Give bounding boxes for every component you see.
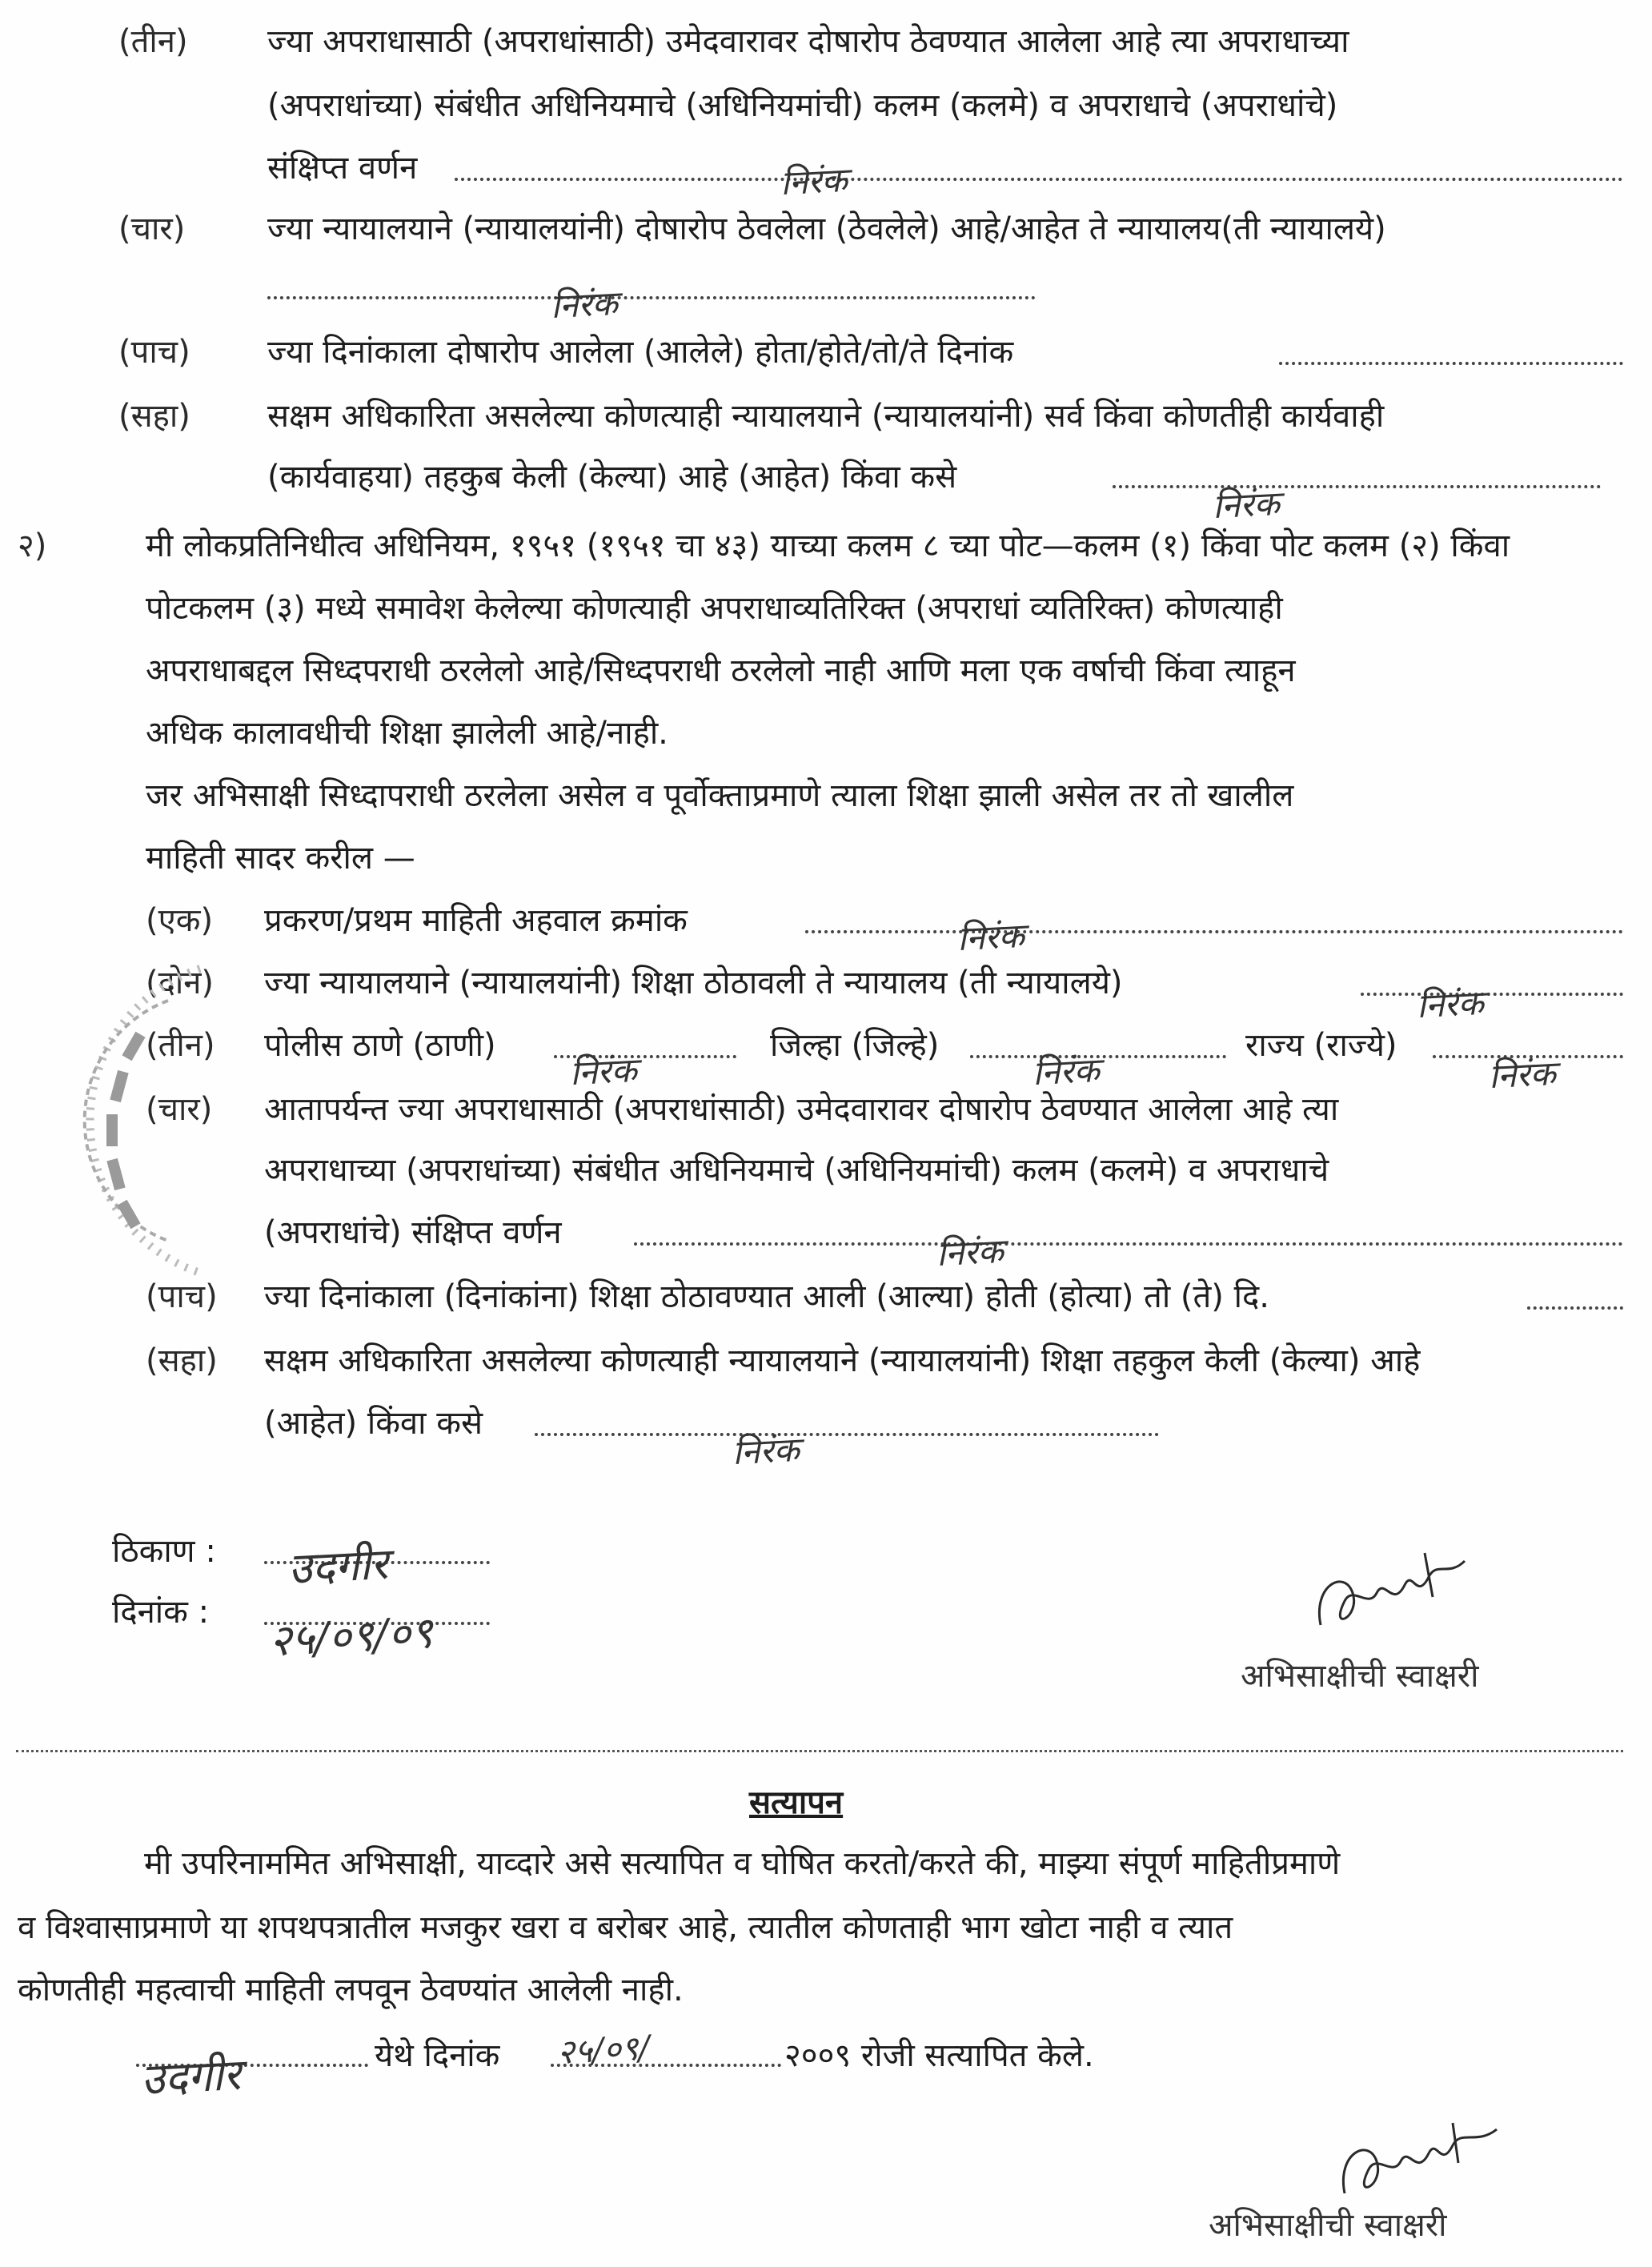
section2-number: २) bbox=[18, 528, 47, 564]
deponent-signature-1 bbox=[1297, 1537, 1473, 1649]
verification-here-date-text: येथे दिनांक bbox=[375, 2037, 500, 2074]
s2-item2-fill-line bbox=[1361, 993, 1623, 996]
item3-handwritten-fill: निरंक bbox=[779, 159, 848, 203]
item5-fill-line bbox=[1279, 362, 1623, 365]
s2-item1-text: प्रकरण/प्रथम माहिती अहवाल क्रमांक bbox=[264, 902, 688, 939]
deponent-signature-2 bbox=[1321, 2113, 1505, 2209]
date-label: दिनांक : bbox=[112, 1594, 210, 1631]
verification-date-handwritten: २५/०९/ bbox=[555, 2028, 651, 2072]
item4-fill-line bbox=[267, 296, 1036, 299]
section2-note-line1: जर अभिसाक्षी सिध्दापराधी ठरलेला असेल व पूर्वोक्ताप्रमाणे त्याला शिक्षा झाली असेल तर तो खालील bbox=[146, 777, 1294, 814]
item4-line1: ज्या न्यायालयाने (न्यायालयांनी) दोषारोप ठेवलेला (ठेवलेले) आहे/आहेत ते न्यायालय(ती न्यायालये) bbox=[267, 211, 1386, 247]
section-divider bbox=[16, 1750, 1623, 1752]
s2-item3-district-handwritten: निरंक bbox=[1031, 1049, 1101, 1093]
s2-item4-line3: (अपराधांचे) संक्षिप्त वर्णन bbox=[264, 1214, 562, 1251]
s2-item3-district: जिल्हा (जिल्हे) bbox=[770, 1027, 940, 1064]
s2-item1-label: (एक) bbox=[146, 902, 214, 939]
s2-item6-line2: (आहेत) किंवा कसे bbox=[264, 1405, 483, 1442]
verification-place-handwritten: उदगीर bbox=[139, 2048, 243, 2105]
s2-item2-label: (दोन) bbox=[146, 965, 215, 1001]
item6-handwritten-fill: निरंक bbox=[1211, 483, 1281, 527]
place-handwritten: उदगीर bbox=[287, 1538, 390, 1595]
item5-line1: ज्या दिनांकाला दोषारोप आलेला (आलेले) होता/होते/तो/ते दिनांक bbox=[267, 334, 1014, 371]
item3-fill-line bbox=[455, 178, 1623, 181]
s2-item2-text: ज्या न्यायालयाने (न्यायालयांनी) शिक्षा ठोठावली ते न्यायालय (ती न्यायालये) bbox=[264, 965, 1123, 1001]
verification-title: सत्यापन bbox=[749, 1784, 844, 1821]
signature-caption-2: अभिसाक्षीची स्वाक्षरी bbox=[1209, 2207, 1447, 2244]
s2-item6-fill-line bbox=[535, 1433, 1159, 1436]
item3-label: (तीन) bbox=[118, 23, 188, 60]
place-label: ठिकाण : bbox=[112, 1533, 216, 1570]
item6-line1: सक्षम अधिकारिता असलेल्या कोणत्याही न्यायालयाने (न्यायालयांनी) सर्व किंवा कोणतीही कार्यवाही bbox=[267, 398, 1385, 435]
s2-item6-handwritten-fill: निरंक bbox=[731, 1429, 800, 1473]
s2-item4-line1: आतापर्यन्त ज्या अपराधासाठी (अपराधांसाठी) उमेदवारावर दोषारोप ठेवण्यात आलेला आहे त्या bbox=[264, 1091, 1339, 1128]
section2-para-line4: अधिक कालावधीची शिक्षा झालेली आहे/नाही. bbox=[146, 715, 668, 752]
section2-para-line2: पोटकलम (३) मध्ये समावेश केलेल्या कोणत्याही अपराधाव्यतिरिक्त (अपराधां व्यतिरिक्त) कोणत्याही bbox=[146, 590, 1283, 627]
s2-item1-fill-line bbox=[805, 930, 1623, 933]
s2-item4-handwritten-fill: निरंक bbox=[935, 1230, 1004, 1274]
signature-caption-1: अभिसाक्षीची स्वाक्षरी bbox=[1241, 1658, 1479, 1695]
verification-line3: कोणतीही महत्वाची माहिती लपवून ठेवण्यांत आलेली नाही. bbox=[18, 1972, 684, 2008]
item6-label: (सहा) bbox=[118, 398, 190, 435]
s2-item6-label: (सहा) bbox=[146, 1342, 218, 1379]
s2-item5-text: ज्या दिनांकाला (दिनांकांना) शिक्षा ठोठावण्यात आली (आल्या) होती (होत्या) तो (ते) दि. bbox=[264, 1278, 1269, 1315]
verification-line2: व विश्वासाप्रमाणे या शपथपत्रातील मजकुर खरा व बरोबर आहे, त्यातील कोणताही भाग खोटा नाही व त्यात bbox=[18, 1909, 1233, 1946]
s2-item4-line2: अपराधाच्या (अपराधांच्या) संबंधीत अधिनियमाचे (अधिनियमांची) कलम (कलमे) व अपराधाचे bbox=[264, 1152, 1329, 1189]
s2-item3-label: (तीन) bbox=[146, 1027, 215, 1064]
s2-item5-label: (पाच) bbox=[146, 1278, 218, 1315]
item4-label: (चार) bbox=[118, 211, 186, 247]
item3-line1: ज्या अपराधासाठी (अपराधांसाठी) उमेदवारावर दोषारोप ठेवण्यात आलेला आहे त्या अपराधाच्या bbox=[267, 23, 1349, 60]
item3-line2: (अपराधांच्या) संबंधीत अधिनियमाचे (अधिनियमांची) कलम (कलमे) व अपराधाचे (अपराधांचे) bbox=[267, 87, 1338, 124]
s2-item3-state-handwritten: निरंक bbox=[1487, 1053, 1557, 1097]
s2-item5-fill-line bbox=[1527, 1306, 1623, 1310]
s2-item3-police-handwritten: निरंक bbox=[568, 1049, 638, 1093]
faded-stamp-seal bbox=[48, 953, 232, 1289]
item5-label: (पाच) bbox=[118, 334, 190, 371]
s2-item4-fill-line bbox=[634, 1242, 1623, 1246]
item6-fill-line bbox=[1113, 485, 1601, 488]
verification-line1: मी उपरिनाममित अभिसाक्षी, याव्दारे असे सत्यापित व घोषित करतो/करते की, माझ्या संपूर्ण माहितीप्रमाणे bbox=[144, 1845, 1341, 1882]
item4-handwritten-fill: निरंक bbox=[549, 283, 619, 327]
s2-item4-label: (चार) bbox=[146, 1091, 213, 1128]
section2-note-line2: माहिती सादर करील — bbox=[146, 840, 415, 877]
item6-line2: (कार्यवाहया) तहकुब केली (केल्या) आहे (आहेत) किंवा कसे bbox=[267, 459, 957, 496]
date-handwritten: २५/०९/०९ bbox=[267, 1607, 435, 1667]
verification-year-text: २००९ रोजी सत्यापित केले. bbox=[784, 2037, 1094, 2074]
item3-line3: संक्षिप्त वर्णन bbox=[267, 150, 418, 187]
s2-item3-state: राज्य (राज्ये) bbox=[1245, 1027, 1397, 1064]
s2-item3-police: पोलीस ठाणे (ठाणी) bbox=[264, 1027, 496, 1064]
s2-item6-line1: सक्षम अधिकारिता असलेल्या कोणत्याही न्यायालयाने (न्यायालयांनी) शिक्षा तहकुल केली (केल्या) आहे bbox=[264, 1342, 1421, 1379]
s2-item2-handwritten-fill: निरंक bbox=[1415, 982, 1485, 1026]
section2-para-line3: अपराधाबद्दल सिध्दपराधी ठरलेलो आहे/सिध्दपराधी ठरलेलो नाही आणि मला एक वर्षाची किंवा त्याहून bbox=[146, 652, 1296, 689]
s2-item1-handwritten-fill: निरंक bbox=[956, 915, 1025, 959]
section2-para-line1: मी लोकप्रतिनिधीत्व अधिनियम, १९५१ (१९५१ चा ४३) याच्या कलम ८ च्या पोट—कलम (१) किंवा पोट कलम (२) किंवा bbox=[146, 528, 1510, 564]
